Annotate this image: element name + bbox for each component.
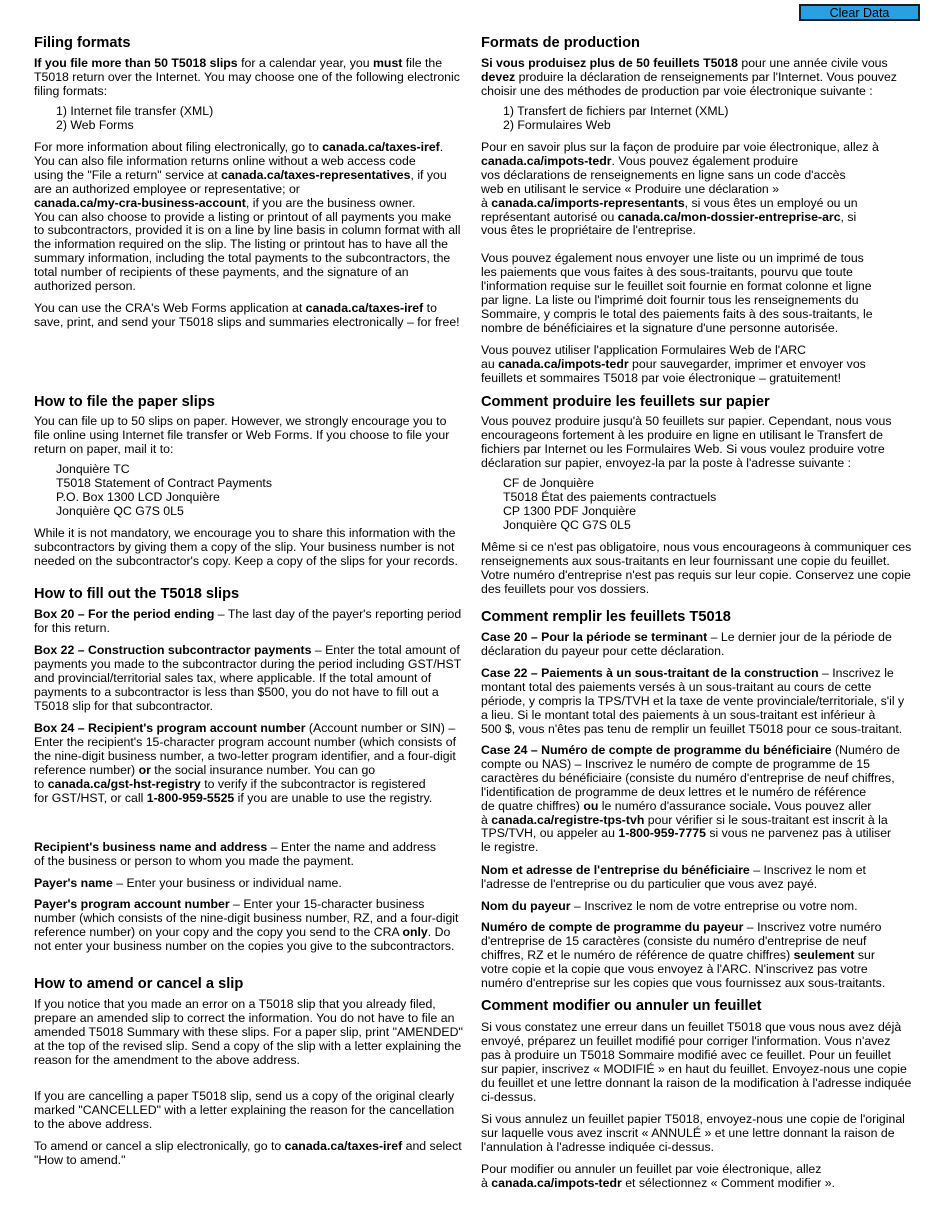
link-taxes-representatives: canada.ca/taxes-representatives — [221, 167, 411, 182]
amend-electronic-paragraph: To amend or cancel a slip electronically, go to canada.ca/taxes-iref and select "How to amend." — [34, 1139, 462, 1167]
link-taxes-iref: canada.ca/taxes-iref — [322, 140, 440, 154]
paper-intro-paragraph: You can file up to 50 slips on paper. However, we strongly encourage you to file online using Internet file transfer or Web Forms. If you choose to file your return on paper, mail it to: — [34, 414, 450, 456]
link-my-cra-business-account: canada.ca/my-cra-business-account — [34, 195, 246, 210]
box-24-paragraph-fr: Case 24 – Numéro de compte de programme du bénéficiaire (Numéro de compte ou NAS) – Inscrivez le numéro de compte de programme de 15 caractères du bénéficiaire (consiste du numéro d'entreprise de neuf chiffres, l'identification de programme de deux lettres et le numéro de référence de quatre chiffres) ou le numéro d'assurance sociale. Vous pouvez aller à canada.ca/registre-tps-tvh pour vérifier si le sous-traitant est inscrit à la TPS/TVH, ou appeler au 1-800-959-7775 si vous ne parvenez pas à utiliser le registre. — [481, 743, 900, 855]
recipient-name-paragraph: Recipient's business name and address – Enter the name and address of the business or person to whom you made the payment. — [34, 840, 437, 868]
filing-webforms-paragraph-fr: Vous pouvez utiliser l'application Formulaires Web de l'ARC au canada.ca/impots-tedr pour sauvegarder, imprimer et envoyer vos feuillets et sommaires T5018 par voie électronique – gratuitement! — [481, 343, 866, 385]
list-item: 1) Transfert de fichiers par Internet (XML) — [503, 104, 729, 118]
list-item: 2) Web Forms — [56, 117, 134, 132]
heading-paper-slips: How to file the paper slips — [34, 394, 215, 410]
paper-intro-paragraph-fr: Vous pouvez produire jusqu'à 50 feuillets sur papier. Cependant, nous vous encourageons fortement à les produire en ligne en utilisant le Transfert de fichiers par Internet ou les Formulaires Web. Si vous voulez produire votre déclaration sur papier, envoyez-la par la poste à l'adresse suivante : — [481, 414, 892, 470]
filing-options-list — [34, 105, 466, 133]
filing-electronic-paragraph: For more information about filing electronically, go to canada.ca/taxes-iref. You can also file information returns online without a web access code using the "File a return" service at canada.ca/taxes-representatives, if you are an authorized employee or representative; or canada.ca/my-cra-business-account, if you are the business owner. You can also choose to provide a listing or printout of all payments you make to subcontractors, provided it is on a line by line basis in column format with all the information required on the slip. The listing or printout has to have all the summary information, including the total payments to the subcontractors, the total number of recipients of these payments, and the signature of an authorized person. — [34, 140, 461, 294]
list-item: 1) Internet file transfer (XML) — [56, 104, 214, 118]
payer-name-paragraph-fr: Nom du payeur – Inscrivez le nom de votre entreprise ou votre nom. — [481, 899, 858, 913]
list-item: 2) Formulaires Web — [503, 117, 611, 132]
filing-intro-paragraph: If you file more than 50 T5018 slips for a calendar year, you must file the T5018 return over the Internet. You may choose one of the following electronic filing formats: — [34, 56, 460, 98]
amend-paragraph: If you notice that you made an error on a T5018 slip that you already filed, prepare an amended slip to correct the information. You do not have to file an amended T5018 Summary with these slips. For a paper slip, print "AMENDED" at the top of the revised slip. Send a copy of the slip with a letter explaining the reason for the amendment to the above address. — [34, 997, 463, 1067]
recipient-name-paragraph-fr: Nom et adresse de l'entreprise du bénéficiaire – Inscrivez le nom et l'adresse de l'entreprise ou du particulier que vous avez payé. — [481, 863, 866, 891]
phone-number: 1-800-959-5525 — [146, 790, 235, 805]
filing-electronic-paragraph-fr: Pour en savoir plus sur la façon de produire par voie électronique, allez à canada.ca/impots-tedr. Vous pouvez également produire vos déclarations de renseignements en ligne sans un code d'accès web en utilisant le service « Produire une déclaration » à canada.ca/imports-representants, si vous êtes un employé ou un représentant autorisé ou canada.ca/mon-dossier-entreprise-arc, si vous êtes le propriétaire de l'entreprise. — [481, 140, 879, 238]
box-20-paragraph: Box 20 – For the period ending – The last day of the payer's reporting period for this return. — [34, 607, 462, 635]
heading-fill-out: How to fill out the T5018 slips — [34, 586, 240, 602]
box-24-paragraph: Box 24 – Recipient's program account number (Account number or SIN) – Enter the recipient's 15-character program account number (which consists of the nine-digit business number, a two-letter program identifier, and a four-digit reference number) or the social insurance number. You can go to canada.ca/gst-hst-registry to verify if the subcontractor is registered for GST/HST, or call 1-800-959-5525 if you are unable to use the registry. — [34, 721, 457, 805]
filing-options-list-fr — [481, 105, 917, 133]
box-20-paragraph-fr: Case 20 – Pour la période se terminant – Le dernier jour de la période de déclaration du payeur pour cette déclaration. — [481, 630, 892, 658]
paper-share-paragraph: While it is not mandatory, we encourage you to share this information with the subcontractors by giving them a copy of the slip. Your business number is not needed on the subcontractor's copy. Keep a copy of the slips for your records. — [34, 526, 458, 568]
heading-remplir-feuillets: Comment remplir les feuillets T5018 — [481, 609, 731, 625]
heading-modifier-annuler: Comment modifier ou annuler un feuillet — [481, 998, 762, 1014]
heading-filing-formats: Filing formats — [34, 35, 131, 51]
filing-listing-paragraph-fr: Vous pouvez également nous envoyer une liste ou un imprimé de tous les paiements que vous faites à des sous-traitants, pourvu que toute l'information requise sur le feuillet soit fournie en format colonne et ligne par ligne. La liste ou l'imprimé doit fournir tous les renseignements du Sommaire, y compris le total des paiements faits à des sous-traitants, le nombre de bénéficiaires et la signature d'une personne autorisée. — [481, 251, 873, 335]
payer-account-paragraph-fr: Numéro de compte de programme du payeur – Inscrivez votre numéro d'entreprise de 15 caractères (consiste du numéro d'entreprise de neuf chiffres, RZ et le numéro de référence de quatre chiffres) seulement sur votre copie et la copie que vous envoyez à l'ARC. N'inscrivez pas votre numéro d'entreprise sur les copies que vous fournissez aux sous-traitants. — [481, 920, 886, 990]
filing-intro-paragraph-fr: Si vous produisez plus de 50 feuillets T5018 pour une année civile vous devez produire la déclaration de renseignements par l'Internet. Vous pouvez choisir une des méthodes de production par voie électronique suivante : — [481, 56, 897, 98]
box-22-paragraph: Box 22 – Construction subcontractor payments – Enter the total amount of payments you made to the subcontractor during the period including GST/HST and provincial/territorial sales tax, where applicable. If the total amount of payments to a subcontractor is less than $500, you do not have to fill out a T5018 slip for that subcontractor. — [34, 643, 462, 713]
heading-feuillets-papier: Comment produire les feuillets sur papier — [481, 394, 770, 410]
heading-formats-production: Formats de production — [481, 35, 640, 51]
payer-name-paragraph: Payer's name – Enter your business or individual name. — [34, 876, 342, 890]
cancel-paragraph-fr: Si vous annulez un feuillet papier T5018, envoyez-nous une copie de l'original sur laquelle vous avez inscrit « ANNULÉ » et une lettre donnant la raison de l'annulation à l'adresse indiquée ci-dessus. — [481, 1112, 905, 1154]
amend-electronic-paragraph-fr: Pour modifier ou annuler un feuillet par voie électronique, allez à canada.ca/impots-tedr et sélectionnez « Comment modifier ». — [481, 1162, 836, 1190]
paper-share-paragraph-fr: Même si ce n'est pas obligatoire, nous vous encourageons à communiquer ces renseignements aux sous-traitants en leur fournissant une copie du feuillet. Votre numéro d'entreprise n'est pas requis sur leur copie. Conservez une copie des feuillets pour vos dossiers. — [481, 540, 912, 596]
link-gst-hst-registry: canada.ca/gst-hst-registry — [47, 776, 201, 791]
filing-webforms-paragraph: You can use the CRA's Web Forms application at canada.ca/taxes-iref to save, print, and send your T5018 slips and summaries electronically – for free! — [34, 301, 460, 329]
clear-data-button[interactable]: Clear Data — [799, 4, 920, 21]
payer-account-paragraph: Payer's program account number – Enter your 15-character business number (which consists of the nine-digit business number, RZ, and a four-digit reference number) on your copy and the copy you send to the CRA only. Do not enter your business number on the copies you give to the subcontractors. — [34, 897, 459, 953]
amend-paragraph-fr: Si vous constatez une erreur dans un feuillet T5018 que vous nous avez déjà envoyé, préparez un feuillet modifié pour corriger l'information. Vous n'avez pas à produire un T5018 Sommaire modifié avec ce feuillet. Pour un feuillet sur papier, inscrivez « MODIFIÉ » en haut du feuillet. Envoyez-nous une copie du feuillet et une lettre donnant la raison de la modification à l'adresse indiquée ci-dessus. — [481, 1020, 912, 1104]
mailing-address-fr: CF de Jonquière T5018 État des paiements contractuels CP 1300 PDF Jonquière Jonquière QC G7S 0L5 — [503, 476, 717, 532]
mailing-address: Jonquière TC T5018 Statement of Contract Payments P.O. Box 1300 LCD Jonquière Jonquière QC G7S 0L5 — [56, 462, 272, 518]
cancel-paragraph: If you are cancelling a paper T5018 slip, send us a copy of the original clearly marked "CANCELLED" with a letter explaining the reason for the cancellation to the above address. — [34, 1089, 455, 1131]
box-22-paragraph-fr: Case 22 – Paiements à un sous-traitant de la construction – Inscrivez le montant total des paiements versés à un sous-traitant au cours de cette période, y compris la TPS/TVH et la taxe de vente provinciale/territoriale, s'il y a lieu. Si le montant total des paiements à un sous-traitant est inférieur à 500 $, vous n'êtes pas tenu de remplir un feuillet T5018 pour ce sous-traitant. — [481, 666, 905, 736]
heading-amend-cancel: How to amend or cancel a slip — [34, 976, 244, 992]
